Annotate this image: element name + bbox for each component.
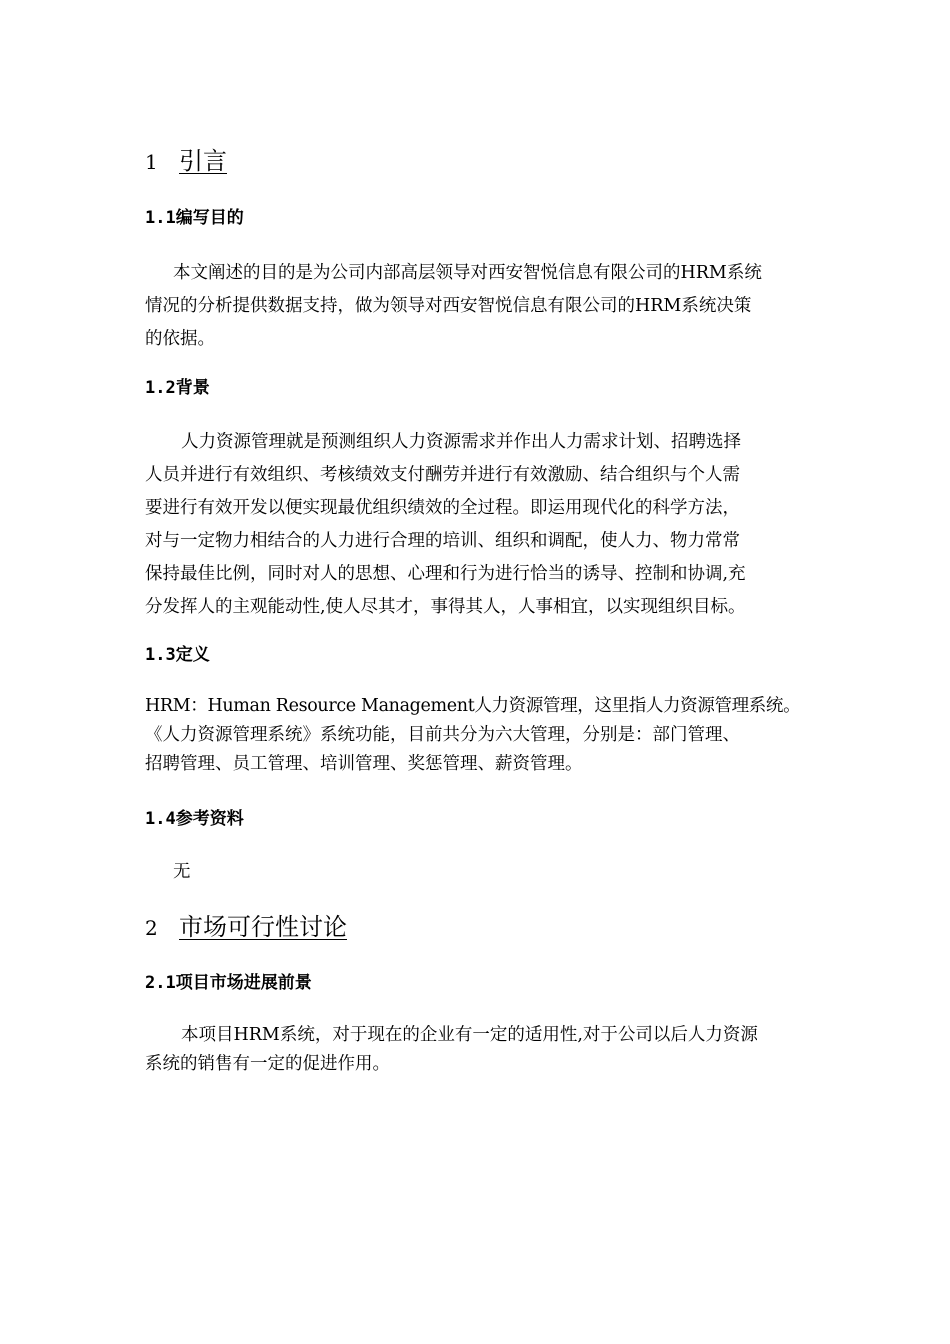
- paragraph-references: [145, 856, 810, 889]
- subsection-2-1-heading: [145, 972, 312, 994]
- subsection-number: 1.2: [145, 378, 176, 398]
- paragraph-line: 系统的销售有一定的促进作用。: [145, 1054, 390, 1074]
- paragraph-line: 要进行有效开发以便实现最优组织绩效的全过程。即运用现代化的科学方法，: [145, 498, 740, 518]
- section-2-heading: [145, 912, 347, 943]
- section-title: 市场可行性讨论: [179, 913, 347, 941]
- paragraph-line: 本项目HRM系统，对于现在的企业有一定的适用性,对于公司以后人力资源: [181, 1025, 758, 1045]
- paragraph-line: 无: [173, 862, 191, 882]
- subsection-number: 1.1: [145, 208, 176, 228]
- paragraph-line: 《人力资源管理系统》系统功能，目前共分为六大管理，分别是：部门管理、: [145, 725, 740, 745]
- paragraph-definition: [145, 692, 810, 779]
- paragraph-line: 保持最佳比例，同时对人的思想、心理和行为进行恰当的诱导、控制和协调,充: [145, 564, 746, 584]
- paragraph-background: [145, 426, 810, 624]
- paragraph-line: 的依据。: [145, 329, 215, 349]
- paragraph-line: 人员并进行有效组织、考核绩效支付酬劳并进行有效激励、结合组织与个人需: [145, 465, 740, 485]
- subsection-number: 1.3: [145, 645, 176, 665]
- paragraph-line: HRM：Human Resource Management人力资源管理，这里指人力资源管理系统。: [145, 696, 801, 716]
- section-number: 1: [145, 150, 158, 174]
- paragraph-line: 情况的分析提供数据支持，做为领导对西安智悦信息有限公司的HRM系统决策: [145, 296, 752, 316]
- subsection-title: 定义: [175, 645, 210, 665]
- paragraph-market-outlook: [145, 1021, 810, 1079]
- subsection-title: 项目市场进展前景: [175, 973, 312, 993]
- subsection-1-4-heading: [145, 808, 244, 830]
- paragraph-line: 人力资源管理就是预测组织人力资源需求并作出人力需求计划、招聘选择: [181, 432, 741, 452]
- subsection-1-2-heading: [145, 377, 210, 399]
- subsection-number: 1.4: [145, 809, 176, 829]
- paragraph-line: 本文阐述的目的是为公司内部高层领导对西安智悦信息有限公司的HRM系统: [173, 263, 762, 283]
- subsection-title: 背景: [175, 378, 210, 398]
- subsection-title: 编写目的: [175, 208, 244, 228]
- paragraph-line: 对与一定物力相结合的人力进行合理的培训、组织和调配，使人力、物力常常: [145, 531, 740, 551]
- section-number: 2: [145, 916, 158, 940]
- paragraph-purpose: [145, 257, 810, 356]
- paragraph-line: 分发挥人的主观能动性,使人尽其才，事得其人，人事相宜，以实现组织目标。: [145, 597, 746, 617]
- section-1-heading: [145, 146, 227, 177]
- subsection-1-3-heading: [145, 644, 210, 666]
- section-title: 引言: [179, 147, 227, 175]
- subsection-1-1-heading: [145, 207, 244, 229]
- paragraph-line: 招聘管理、员工管理、培训管理、奖惩管理、薪资管理。: [145, 754, 583, 774]
- subsection-number: 2.1: [145, 973, 176, 993]
- subsection-title: 参考资料: [175, 809, 244, 829]
